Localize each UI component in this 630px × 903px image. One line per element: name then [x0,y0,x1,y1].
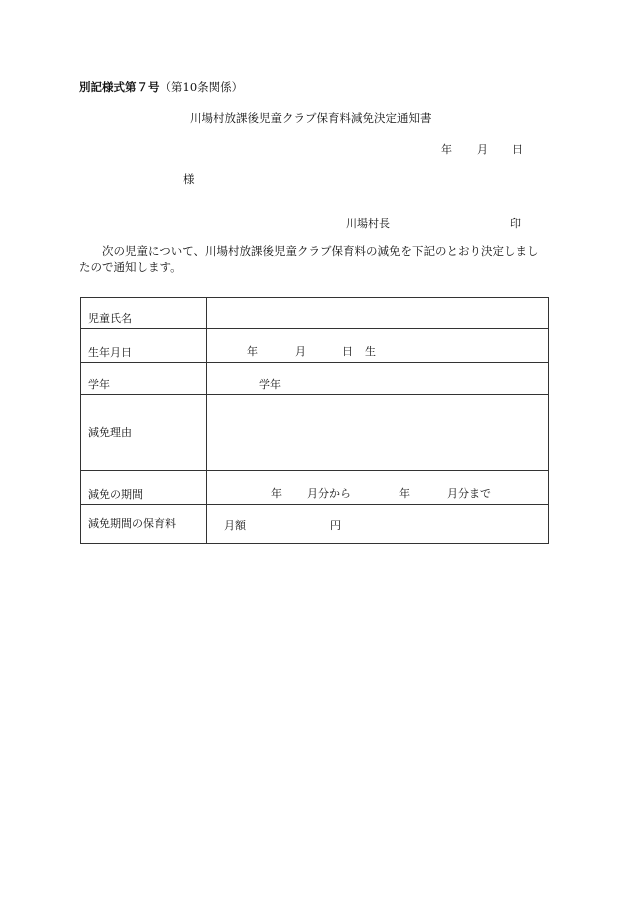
row-birth-date [81,329,549,363]
row-reason [81,395,549,471]
recipient-honorific: 様 [183,172,195,186]
label-reason: 減免理由 [81,395,207,471]
label-grade: 学年 [81,363,207,395]
period-start-year-unit: 年 [271,487,282,500]
value-period [207,471,549,505]
form-number-main: 別記様式第７号 [79,80,160,94]
value-grade [207,363,549,395]
row-child-name [81,298,549,329]
value-reason [207,395,549,471]
detail-table [80,297,549,544]
row-fee [81,505,549,544]
label-birth-date: 生年月日 [81,329,207,363]
birth-day-unit: 日 [342,345,353,358]
document-title: 川場村放課後児童クラブ保育料減免決定通知書 [190,111,432,125]
value-birth-date [207,329,549,363]
birth-suffix: 生 [365,345,376,358]
birth-year-unit: 年 [247,345,258,358]
label-child-name: 児童氏名 [81,298,207,329]
date-month: 月 [477,143,488,156]
fee-yen-unit: 円 [330,519,341,532]
grade-unit: 学年 [259,378,281,391]
row-period [81,471,549,505]
label-fee: 減免期間の保育料 [81,505,207,544]
period-end-year-unit: 年 [399,487,410,500]
date-year: 年 [441,143,452,156]
row-grade [81,363,549,395]
period-end-month: 月分まで [447,487,491,500]
label-period: 減免の期間 [81,471,207,505]
notice-body: 次の児童について、川場村放課後児童クラブ保育料の減免を下記のとおり決定しましたので通知します。 [79,244,539,274]
value-fee [207,505,549,544]
issuer-name: 川場村長 [346,217,390,230]
date-day: 日 [512,143,523,156]
fee-monthly-label: 月額 [224,519,246,532]
form-number-note: （第10条関係） [159,80,244,94]
value-child-name [207,298,549,329]
birth-month-unit: 月 [295,345,306,358]
form-number [79,79,243,95]
period-start-month: 月分から [307,487,351,500]
seal-mark: 印 [510,217,521,230]
